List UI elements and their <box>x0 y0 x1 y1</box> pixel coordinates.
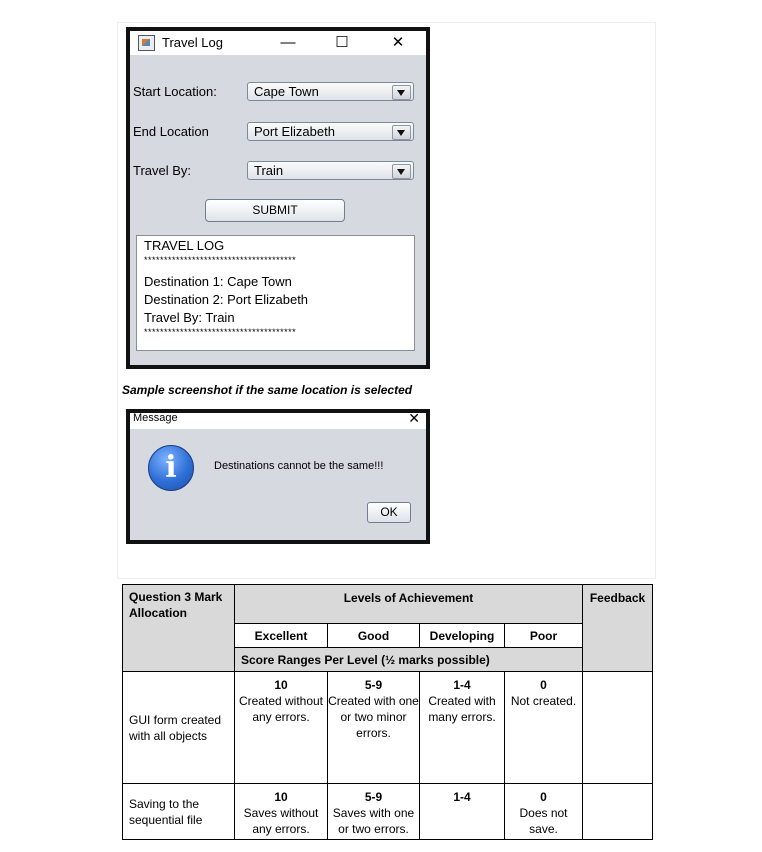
chevron-down-icon[interactable] <box>392 85 411 100</box>
score-ranges-header: Score Ranges Per Level (½ marks possible) <box>235 648 583 672</box>
log-destination-1: Destination 1: Cape Town <box>144 274 292 289</box>
end-location-value: Port Elizabeth <box>254 124 335 139</box>
developing-description: Created with many errors. <box>428 694 496 724</box>
excellent-description: Created without any errors. <box>238 694 324 724</box>
criterion-gui-form: GUI form created with all objects <box>123 672 235 784</box>
travel-log-textarea[interactable] <box>136 235 415 351</box>
criterion-sequential-file: Saving to the sequential file <box>123 784 235 840</box>
excellent-score: 10 <box>274 790 288 804</box>
end-location-select[interactable] <box>247 122 414 141</box>
good-description: Created with one or two minor errors. <box>328 694 419 740</box>
poor-score: 0 <box>540 678 547 692</box>
travel-by-value: Train <box>254 163 284 178</box>
table-row <box>123 784 653 840</box>
mark-allocation-table <box>122 584 653 840</box>
levels-header: Levels of Achievement <box>235 585 583 624</box>
level-good: Good <box>328 624 420 648</box>
minimize-icon[interactable]: — <box>280 34 296 51</box>
window-titlebar <box>130 31 426 55</box>
log-separator-top: ************************************** <box>144 255 297 265</box>
travel-by-label: Travel By: <box>133 163 192 178</box>
log-separator-bottom: ************************************** <box>144 327 297 337</box>
log-travel-by: Travel By: Train <box>144 310 235 325</box>
developing-score: 1-4 <box>453 790 471 804</box>
good-description: Saves with one or two errors. <box>332 806 415 836</box>
dialog-message: Destinations cannot be the same!!! <box>214 460 384 472</box>
developing-score: 1-4 <box>453 678 471 692</box>
window-title: Travel Log <box>162 35 223 50</box>
log-heading: TRAVEL LOG <box>144 238 225 253</box>
information-icon: i <box>148 445 194 491</box>
level-developing: Developing <box>420 624 505 648</box>
question-header: Question 3 Mark Allocation <box>123 585 235 672</box>
dialog-titlebar <box>130 410 426 429</box>
screenshot-caption: Sample screenshot if the same location is selected <box>122 383 413 397</box>
excellent-description: Saves without any errors. <box>243 806 319 836</box>
ok-button[interactable]: OK <box>367 502 411 523</box>
poor-description: Not created. <box>510 694 577 708</box>
level-excellent: Excellent <box>235 624 328 648</box>
chevron-down-icon[interactable] <box>392 125 411 140</box>
excellent-score: 10 <box>274 678 288 692</box>
log-destination-2: Destination 2: Port Elizabeth <box>144 292 309 307</box>
submit-button[interactable]: SUBMIT <box>205 199 345 222</box>
start-location-value: Cape Town <box>254 84 319 99</box>
chevron-down-icon[interactable] <box>392 164 411 179</box>
feedback-header: Feedback <box>583 585 653 672</box>
maximize-icon[interactable]: ☐ <box>335 34 349 51</box>
table-row <box>123 672 653 784</box>
feedback-cell[interactable] <box>583 784 653 840</box>
close-icon[interactable]: ✕ <box>408 410 420 426</box>
travel-by-select[interactable] <box>247 161 414 180</box>
start-location-select[interactable] <box>247 82 414 101</box>
travel-log-window <box>126 27 430 369</box>
poor-description: Does not save. <box>519 806 568 836</box>
level-poor: Poor <box>505 624 583 648</box>
dialog-title: Message <box>133 412 178 424</box>
end-location-label: End Location <box>133 124 209 139</box>
message-dialog <box>126 409 430 544</box>
java-app-icon <box>138 35 155 51</box>
poor-score: 0 <box>540 790 547 804</box>
good-score: 5-9 <box>364 790 383 804</box>
start-location-label: Start Location: <box>133 84 217 99</box>
feedback-cell[interactable] <box>583 672 653 784</box>
good-score: 5-9 <box>364 678 383 692</box>
close-icon[interactable]: ✕ <box>391 34 405 51</box>
